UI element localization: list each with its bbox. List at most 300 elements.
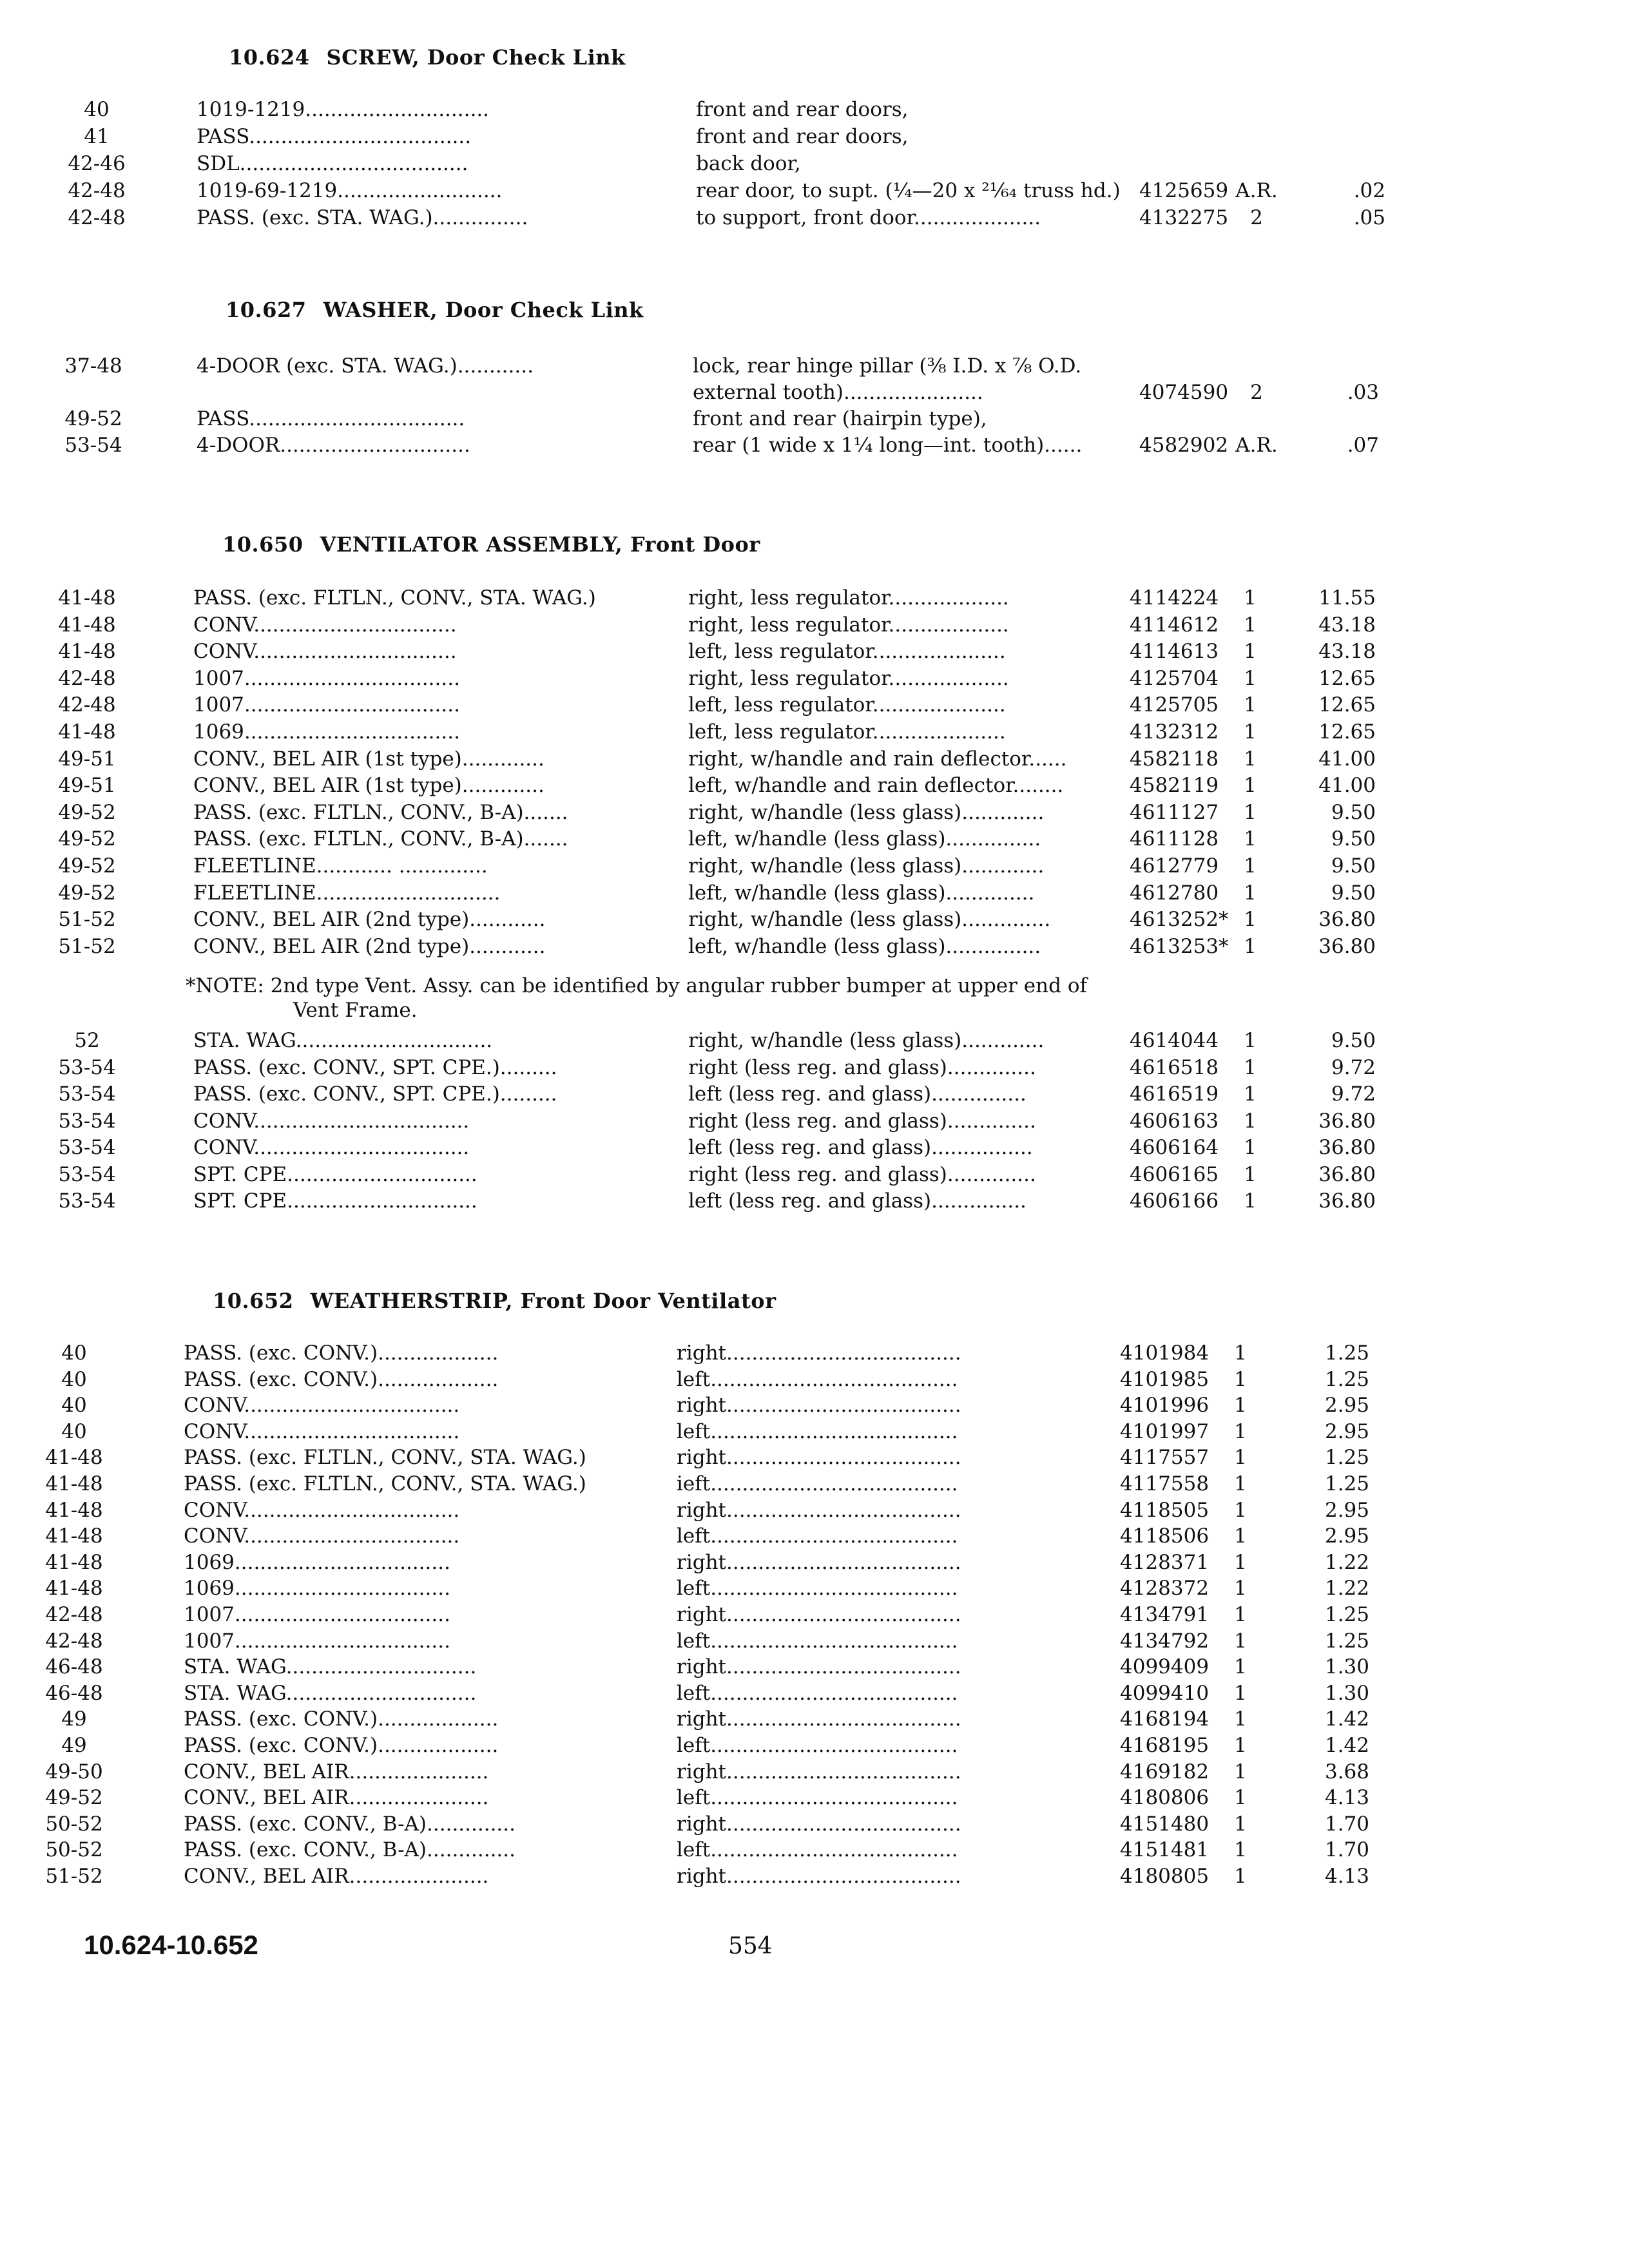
part-number-cell: 4168195	[1120, 1734, 1210, 1757]
description-cell: to support, front door....................	[696, 206, 1041, 229]
description-cell: left.......................................	[677, 1786, 958, 1810]
years-cell: 40	[61, 1367, 87, 1391]
years-cell: 41-48	[45, 1446, 103, 1470]
model-cell: 1007..................................	[193, 693, 460, 717]
quantity-cell: 1	[1244, 1109, 1257, 1133]
price-cell: 9.50	[1331, 854, 1376, 878]
section-number: 10.624	[229, 45, 310, 70]
model-cell: CONV................................	[193, 613, 457, 637]
years-cell: 53-54	[58, 1136, 116, 1159]
section-title	[226, 298, 644, 322]
table-row	[0, 880, 1629, 907]
quantity-cell: 1	[1244, 908, 1257, 932]
quantity-cell: 1	[1234, 1341, 1247, 1365]
years-cell: 42-48	[58, 693, 116, 717]
quantity-cell: 2	[1250, 206, 1263, 229]
price-cell: 2.95	[1324, 1524, 1369, 1548]
quantity-cell: 1	[1244, 854, 1257, 878]
description-cell: right (less reg. and glass)..............	[688, 1162, 1036, 1186]
price-cell: 36.80	[1318, 908, 1376, 932]
price-cell: 2.95	[1324, 1498, 1369, 1522]
price-cell: 43.18	[1318, 640, 1376, 664]
years-cell: 41-48	[58, 640, 116, 664]
years-cell: 42-48	[68, 206, 126, 229]
description-cell: right.....................................	[677, 1865, 961, 1888]
model-cell: STA. WAG...............................	[193, 1029, 493, 1052]
table-row	[0, 666, 1629, 692]
part-number-cell: 4128371	[1120, 1550, 1210, 1574]
model-cell: CONV., BEL AIR (2nd type)............	[193, 908, 546, 932]
part-number-cell: 4132275	[1139, 206, 1229, 229]
quantity-cell: 1	[1234, 1865, 1247, 1888]
years-cell: 49	[61, 1734, 87, 1757]
years-cell: 49-50	[45, 1760, 103, 1783]
table-row	[0, 97, 1629, 123]
quantity-cell: 1	[1234, 1629, 1247, 1653]
part-number-cell: 4616518	[1130, 1055, 1219, 1079]
model-cell: CONV., BEL AIR......................	[184, 1865, 489, 1888]
price-cell: 1.25	[1324, 1446, 1369, 1470]
price-cell: 1.22	[1324, 1577, 1369, 1600]
years-cell: 53-54	[58, 1055, 116, 1079]
model-cell: PASS. (exc. CONV., B-A)..............	[184, 1838, 516, 1862]
price-cell: 1.25	[1324, 1367, 1369, 1391]
quantity-cell: 1	[1244, 881, 1257, 905]
description-cell: left.......................................	[677, 1838, 958, 1862]
quantity-cell: A.R.	[1235, 434, 1278, 457]
years-cell: 42-48	[45, 1603, 103, 1626]
part-number-cell: 4117557	[1120, 1446, 1210, 1470]
model-cell: CONV..................................	[184, 1394, 460, 1418]
table-row	[0, 800, 1629, 826]
part-number-cell: 4074590	[1139, 381, 1229, 404]
years-cell: 51-52	[45, 1865, 103, 1888]
description-cell: right.....................................	[677, 1707, 961, 1731]
quantity-cell: 1	[1244, 774, 1257, 798]
table-row	[0, 1445, 1629, 1471]
model-cell: 1069..................................	[184, 1577, 450, 1600]
description-cell: left (less reg. and glass)................	[688, 1136, 1033, 1159]
years-cell: 42-48	[68, 179, 126, 202]
years-cell: 41-48	[45, 1550, 103, 1574]
table-row	[0, 692, 1629, 718]
table-row	[0, 746, 1629, 773]
years-cell: 46-48	[45, 1655, 103, 1679]
footer-code-range: 10.624-10.652	[84, 1930, 258, 1960]
description-cell: left, less regulator.....................	[688, 640, 1006, 664]
description-cell: right, w/handle and rain deflector......	[688, 747, 1067, 771]
years-cell: 49-51	[58, 774, 116, 798]
description-cell: right, w/handle (less glass).............	[688, 1029, 1045, 1052]
model-cell: 4-DOOR (exc. STA. WAG.)............	[197, 354, 534, 378]
years-cell: 53-54	[58, 1162, 116, 1186]
quantity-cell: 1	[1244, 1082, 1257, 1106]
section-number: 10.627	[226, 298, 307, 322]
quantity-cell: 1	[1244, 586, 1257, 610]
years-cell: 41-48	[58, 720, 116, 744]
description-cell: right, less regulator...................	[688, 586, 1009, 610]
table-row	[0, 1340, 1629, 1367]
table-row	[0, 612, 1629, 639]
section-name: WEATHERSTRIP, Front Door Ventilator	[310, 1289, 776, 1313]
price-cell: 1.25	[1324, 1603, 1369, 1626]
quantity-cell: 1	[1234, 1655, 1247, 1679]
years-cell: 41-48	[45, 1472, 103, 1495]
price-cell: .02	[1353, 179, 1385, 202]
model-cell: PASS. (exc. STA. WAG.)...............	[197, 206, 528, 229]
quantity-cell: 1	[1234, 1734, 1247, 1757]
description-cell: ieft.......................................	[677, 1472, 958, 1495]
description-cell: right.....................................	[677, 1812, 961, 1836]
description-cell: left.......................................	[677, 1419, 958, 1443]
description-cell: rear door, to supt. (¼—20 x ²¹⁄₆₄ truss hd.)	[696, 179, 1121, 202]
table-row	[0, 1628, 1629, 1655]
price-cell: 9.72	[1331, 1055, 1376, 1079]
section-number: 10.652	[213, 1289, 294, 1313]
description-cell: left, w/handle (less glass)..............	[688, 881, 1035, 905]
part-number-cell: 4606163	[1130, 1109, 1219, 1133]
description-cell: right (less reg. and glass)..............	[688, 1055, 1036, 1079]
part-number-cell: 4114224	[1130, 586, 1219, 610]
model-cell: STA. WAG..............................	[184, 1655, 477, 1679]
table-row	[0, 1188, 1629, 1215]
model-cell: PASS. (exc. CONV.)...................	[184, 1341, 499, 1365]
description-cell: left, w/handle and rain deflector........	[688, 774, 1064, 798]
table-row	[0, 934, 1629, 960]
table-row	[0, 1497, 1629, 1524]
years-cell: 40	[61, 1419, 87, 1443]
table-row	[0, 639, 1629, 665]
description-cell: left.......................................	[677, 1681, 958, 1705]
description-cell: right (less reg. and glass)..............	[688, 1109, 1036, 1133]
part-number-cell: 4125704	[1130, 666, 1219, 690]
description-cell: right, w/handle (less glass).............	[688, 854, 1045, 878]
table-row	[0, 853, 1629, 879]
part-number-cell: 4582118	[1130, 747, 1219, 771]
description-cell: right.....................................	[677, 1498, 961, 1522]
description-cell: left.......................................	[677, 1367, 958, 1391]
table-row	[0, 1811, 1629, 1838]
section-name: SCREW, Door Check Link	[326, 45, 626, 70]
quantity-cell: 1	[1244, 800, 1257, 824]
description-cell: left.......................................	[677, 1629, 958, 1653]
part-number-cell: 4151481	[1120, 1838, 1210, 1862]
table-row	[0, 1367, 1629, 1393]
section-name: WASHER, Door Check Link	[323, 298, 644, 322]
table-row	[0, 432, 1629, 459]
table-row	[0, 826, 1629, 852]
price-cell: 36.80	[1318, 934, 1376, 958]
part-number-cell: 4118506	[1120, 1524, 1210, 1548]
description-cell: back door,	[696, 152, 801, 175]
quantity-cell: 1	[1234, 1550, 1247, 1574]
part-number-cell: 4114612	[1130, 613, 1219, 637]
price-cell: 2.95	[1324, 1394, 1369, 1418]
part-number-cell: 4101985	[1120, 1367, 1210, 1391]
years-cell: 41-48	[58, 613, 116, 637]
model-cell: PASS. (exc. CONV.)...................	[184, 1367, 499, 1391]
quantity-cell: 1	[1234, 1681, 1247, 1705]
model-cell: SPT. CPE..............................	[193, 1189, 477, 1213]
model-cell: CONV..................................	[184, 1419, 460, 1443]
part-number-cell: 4612779	[1130, 854, 1219, 878]
quantity-cell: 1	[1234, 1786, 1247, 1810]
years-cell: 49-52	[58, 854, 116, 878]
price-cell: 36.80	[1318, 1136, 1376, 1159]
years-cell: 41-48	[45, 1498, 103, 1522]
part-number-cell: 4180806	[1120, 1786, 1210, 1810]
price-cell: 4.13	[1324, 1865, 1369, 1888]
years-cell: 49-52	[58, 827, 116, 851]
years-cell: 51-52	[58, 908, 116, 932]
table-row	[0, 1680, 1629, 1707]
model-cell: CONV..................................	[184, 1524, 460, 1548]
price-cell: 3.68	[1324, 1760, 1369, 1783]
section-title	[222, 532, 760, 557]
model-cell: PASS. (exc. CONV., B-A)..............	[184, 1812, 516, 1836]
years-cell: 41-48	[58, 586, 116, 610]
table-row	[0, 1523, 1629, 1550]
part-number-cell: 4117558	[1120, 1472, 1210, 1495]
table-row	[0, 1162, 1629, 1188]
price-cell: 1.25	[1324, 1629, 1369, 1653]
description-cell: right, w/handle (less glass).............	[688, 800, 1045, 824]
price-cell: 9.50	[1331, 827, 1376, 851]
description-cell: left.......................................	[677, 1734, 958, 1757]
part-number-cell: 4613253*	[1130, 934, 1229, 958]
model-cell: 1007..................................	[184, 1603, 450, 1626]
part-number-cell: 4101997	[1120, 1419, 1210, 1443]
price-cell: 1.25	[1324, 1472, 1369, 1495]
description-cell: left.......................................	[677, 1577, 958, 1600]
price-cell: 1.25	[1324, 1341, 1369, 1365]
quantity-cell: 1	[1234, 1446, 1247, 1470]
section-title	[229, 45, 626, 70]
model-cell: CONV................................	[193, 640, 457, 664]
description-cell: right.....................................	[677, 1655, 961, 1679]
table-row	[0, 1135, 1629, 1161]
years-cell: 53-54	[58, 1189, 116, 1213]
model-cell: CONV., BEL AIR (1st type).............	[193, 747, 545, 771]
price-cell: 36.80	[1318, 1109, 1376, 1133]
part-number-cell: 4118505	[1120, 1498, 1210, 1522]
part-number-cell: 4612780	[1130, 881, 1219, 905]
model-cell: 1019-1219.............................	[197, 98, 490, 121]
quantity-cell: 1	[1244, 613, 1257, 637]
table-row	[0, 1785, 1629, 1811]
table-row	[0, 205, 1629, 231]
quantity-cell: 1	[1244, 666, 1257, 690]
price-cell: .07	[1347, 434, 1379, 457]
table-row	[0, 151, 1629, 177]
description-cell: left (less reg. and glass)...............	[688, 1082, 1027, 1106]
quantity-cell: A.R.	[1235, 179, 1278, 202]
years-cell: 42-46	[68, 152, 126, 175]
quantity-cell: 1	[1234, 1760, 1247, 1783]
years-cell: 41	[84, 125, 110, 148]
quantity-cell: 1	[1244, 934, 1257, 958]
part-number-cell: 4101996	[1120, 1394, 1210, 1418]
quantity-cell: 1	[1234, 1577, 1247, 1600]
model-cell: CONV..................................	[193, 1136, 470, 1159]
table-row	[0, 1108, 1629, 1135]
table-row	[0, 1550, 1629, 1576]
table-row	[0, 380, 1629, 406]
price-cell: 2.95	[1324, 1419, 1369, 1443]
table-row	[0, 406, 1629, 432]
part-number-cell: 4101984	[1120, 1341, 1210, 1365]
description-cell: front and rear doors,	[696, 125, 909, 148]
quantity-cell: 2	[1250, 381, 1263, 404]
section-name: VENTILATOR ASSEMBLY, Front Door	[320, 532, 760, 557]
part-number-cell: 4099410	[1120, 1681, 1210, 1705]
model-cell: PASS. (exc. FLTLN., CONV., STA. WAG.)	[193, 586, 596, 610]
section-title	[213, 1289, 776, 1313]
footer-page-number: 554	[728, 1933, 773, 1959]
price-cell: 1.22	[1324, 1550, 1369, 1574]
model-cell: FLEETLINE.............................	[193, 881, 501, 905]
part-number-cell: 4134792	[1120, 1629, 1210, 1653]
table-row	[0, 1575, 1629, 1602]
model-cell: PASS. (exc. FLTLN., CONV., STA. WAG.)	[184, 1446, 586, 1470]
price-cell: .05	[1353, 206, 1385, 229]
model-cell: PASS. (exc. CONV.)...................	[184, 1707, 499, 1731]
table-row	[0, 1055, 1629, 1081]
description-cell: right, less regulator...................	[688, 613, 1009, 637]
model-cell: SPT. CPE..............................	[193, 1162, 477, 1186]
years-cell: 53-54	[58, 1082, 116, 1106]
price-cell: 9.50	[1331, 1029, 1376, 1052]
description-cell: left, w/handle (less glass)...............	[688, 827, 1041, 851]
description-cell: front and rear doors,	[696, 98, 909, 121]
price-cell: 12.65	[1318, 720, 1376, 744]
price-cell: 36.80	[1318, 1189, 1376, 1213]
description-cell: front and rear (hairpin type),	[693, 407, 987, 430]
description-cell: left, less regulator.....................	[688, 720, 1006, 744]
part-number-cell: 4614044	[1130, 1029, 1219, 1052]
years-cell: 46-48	[45, 1681, 103, 1705]
quantity-cell: 1	[1244, 1055, 1257, 1079]
description-cell: lock, rear hinge pillar (⅜ I.D. x ⅞ O.D.	[693, 354, 1082, 378]
model-cell: CONV..................................	[193, 1109, 470, 1133]
price-cell: 1.42	[1324, 1707, 1369, 1731]
model-cell: PASS. (exc. FLTLN., CONV., STA. WAG.)	[184, 1472, 586, 1495]
years-cell: 42-48	[45, 1629, 103, 1653]
price-cell: 12.65	[1318, 693, 1376, 717]
note-line-1: *NOTE: 2nd type Vent. Assy. can be identified by angular rubber bumper at upper end of	[186, 974, 1087, 997]
model-cell: 1069..................................	[184, 1550, 450, 1574]
table-row	[0, 1837, 1629, 1863]
price-cell: 1.70	[1324, 1812, 1369, 1836]
part-number-cell: 4151480	[1120, 1812, 1210, 1836]
price-cell: 41.00	[1318, 774, 1376, 798]
model-cell: PASS. (exc. FLTLN., CONV., B-A).......	[193, 827, 568, 851]
quantity-cell: 1	[1234, 1603, 1247, 1626]
price-cell: 12.65	[1318, 666, 1376, 690]
model-cell: STA. WAG..............................	[184, 1681, 477, 1705]
part-number-cell: 4582119	[1130, 774, 1219, 798]
price-cell: 11.55	[1318, 586, 1376, 610]
section-number: 10.650	[222, 532, 304, 557]
description-cell: right.....................................	[677, 1550, 961, 1574]
years-cell: 40	[84, 98, 110, 121]
part-number-cell: 4606165	[1130, 1162, 1219, 1186]
part-number-cell: 4128372	[1120, 1577, 1210, 1600]
model-cell: PASS. (exc. CONV., SPT. CPE.).........	[193, 1082, 557, 1106]
table-row	[0, 1706, 1629, 1733]
quantity-cell: 1	[1234, 1498, 1247, 1522]
part-number-cell: 4611127	[1130, 800, 1219, 824]
description-cell: left, less regulator.....................	[688, 693, 1006, 717]
model-cell: 4-DOOR..............................	[197, 434, 470, 457]
years-cell: 49	[61, 1707, 87, 1731]
model-cell: PASS..................................	[197, 407, 465, 430]
description-cell: external tooth)......................	[693, 381, 983, 404]
years-cell: 49-52	[64, 407, 122, 430]
price-cell: 9.50	[1331, 881, 1376, 905]
table-row	[0, 353, 1629, 380]
part-number-cell: 4125659	[1139, 179, 1229, 202]
description-cell: rear (1 wide x 1¼ long—int. tooth)......	[693, 434, 1083, 457]
years-cell: 51-52	[58, 934, 116, 958]
table-row	[0, 907, 1629, 933]
model-cell: FLEETLINE............ ..............	[193, 854, 488, 878]
price-cell: 1.30	[1324, 1681, 1369, 1705]
description-cell: right, w/handle (less glass)..............	[688, 908, 1051, 932]
part-number-cell: 4114613	[1130, 640, 1219, 664]
model-cell: CONV., BEL AIR (2nd type)............	[193, 934, 546, 958]
price-cell: 9.50	[1331, 800, 1376, 824]
years-cell: 37-48	[64, 354, 122, 378]
part-number-cell: 4125705	[1130, 693, 1219, 717]
years-cell: 49-52	[58, 881, 116, 905]
description-cell: right.....................................	[677, 1446, 961, 1470]
years-cell: 52	[74, 1029, 100, 1052]
quantity-cell: 1	[1244, 640, 1257, 664]
model-cell: CONV., BEL AIR (1st type).............	[193, 774, 545, 798]
price-cell: 4.13	[1324, 1786, 1369, 1810]
description-cell: left.......................................	[677, 1524, 958, 1548]
years-cell: 49-52	[45, 1786, 103, 1810]
table-row	[0, 1081, 1629, 1108]
table-row	[0, 1863, 1629, 1890]
part-number-cell: 4606164	[1130, 1136, 1219, 1159]
part-number-cell: 4613252*	[1130, 908, 1229, 932]
years-cell: 49-51	[58, 747, 116, 771]
table-row	[0, 1392, 1629, 1419]
description-cell: right.....................................	[677, 1760, 961, 1783]
price-cell: 9.72	[1331, 1082, 1376, 1106]
quantity-cell: 1	[1234, 1367, 1247, 1391]
years-cell: 49-52	[58, 800, 116, 824]
description-cell: right, less regulator...................	[688, 666, 1009, 690]
model-cell: SDL....................................	[197, 152, 468, 175]
price-cell: 1.70	[1324, 1838, 1369, 1862]
model-cell: CONV., BEL AIR......................	[184, 1786, 489, 1810]
model-cell: 1007..................................	[184, 1629, 450, 1653]
table-row	[0, 1471, 1629, 1497]
model-cell: PASS. (exc. CONV., SPT. CPE.).........	[193, 1055, 557, 1079]
price-cell: 1.42	[1324, 1734, 1369, 1757]
table-row	[0, 1419, 1629, 1445]
model-cell: CONV..................................	[184, 1498, 460, 1522]
table-row	[0, 1654, 1629, 1680]
part-number-cell: 4168194	[1120, 1707, 1210, 1731]
part-number-cell: 4611128	[1130, 827, 1219, 851]
model-cell: PASS. (exc. FLTLN., CONV., B-A).......	[193, 800, 568, 824]
part-number-cell: 4616519	[1130, 1082, 1219, 1106]
part-number-cell: 4582902	[1139, 434, 1229, 457]
